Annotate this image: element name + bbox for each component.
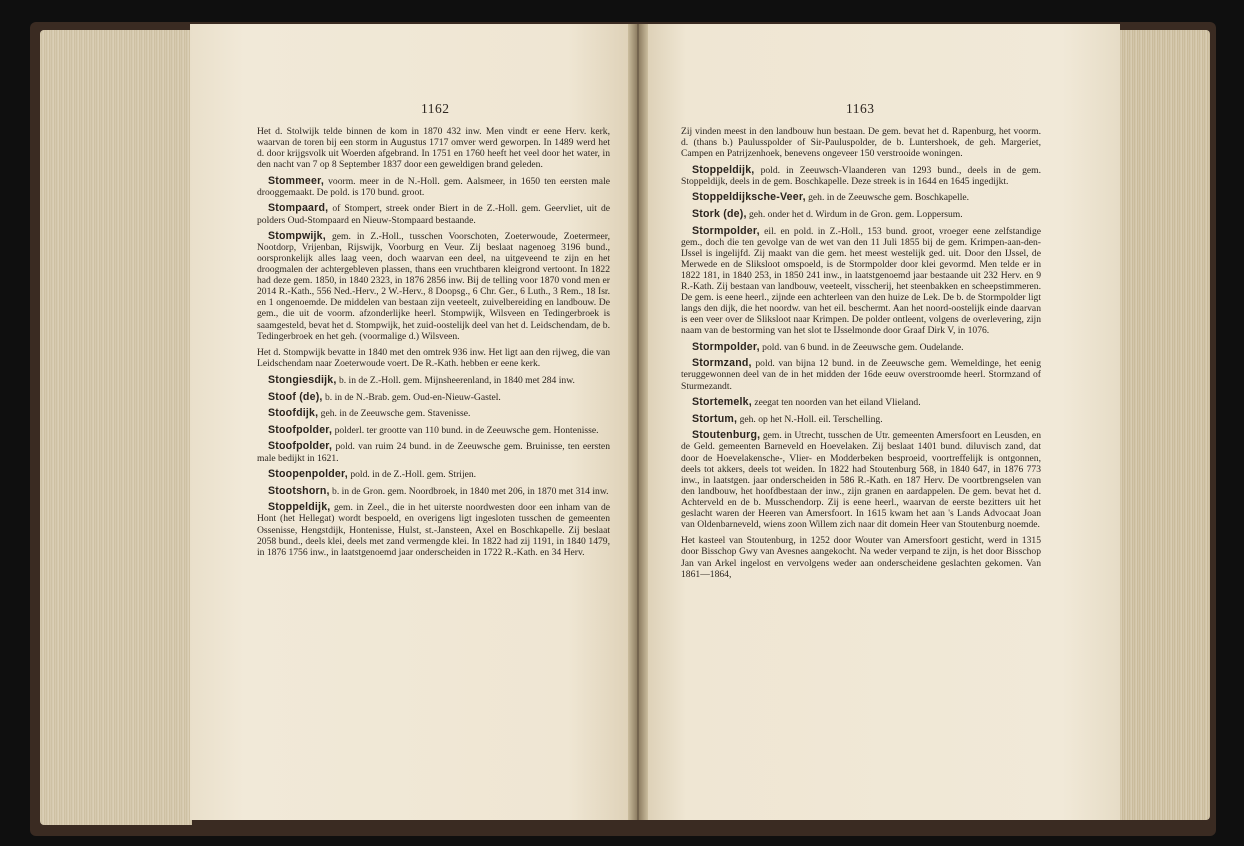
left-entry: [257, 502, 610, 557]
entry-text: b. in de Z.-Holl. gem. Mijnsheerenland, in 1840 met 284 inw.: [338, 374, 575, 386]
left-entry: [257, 347, 610, 369]
right-entry: [681, 397, 1041, 408]
entry-text: b. in de N.-Brab. gem. Oud-en-Nieuw-Gastel.: [324, 391, 501, 403]
entry-text: polderl. ter grootte van 110 bund. in de Zeeuwsche gem. Hontenisse.: [334, 424, 599, 436]
right-text-column: [681, 126, 1041, 585]
right-entry: [681, 342, 1041, 353]
entry-text: pold. van 6 bund. in de Zeeuwsche gem. Oudelande.: [762, 341, 964, 353]
entry-text: pold. van ruim 24 bund. in de Zeeuwsche gem. Bruinisse, ten eersten male bedijkt in 1621.: [257, 441, 610, 464]
right-entry: [681, 192, 1041, 203]
entry-headword: Stoofpolder,: [268, 423, 333, 436]
entry-headword: Stongiesdijk,: [268, 373, 337, 386]
page-edges-right: [1118, 30, 1210, 820]
entry-headword: Stoppeldijk,: [692, 163, 755, 176]
book-gutter: [628, 24, 648, 820]
entry-text: geh. in de Zeeuwsche gem. Stavenisse.: [320, 408, 471, 420]
entry-headword: Stortemelk,: [692, 396, 752, 409]
entry-text: gem. in Zeel., die in het uiterste noordwesten door een inham van de Hont (het Hellegat) wordt bespoeld, en overigens ligt ingesloten tusschen de gemeenten Ossenisse, Hengstdijk, Hontenisse, Hulst, st.-Jansteen, Axel en Boschkapelle. Zij beslaat 2058 bund., deels klei, deels met zand vermengde klei. In 1822 had zij 1191, in 1840 1479, in 1876 1756 inw., in laatstgenoemd jaar onderscheiden in 1722 R.-Kath. en 34 Herv.: [257, 502, 610, 558]
entry-text: Zij vinden meest in den landbouw hun bestaan. De gem. bevat het d. Rapenburg, het voorm. d. (thans b.) Paulusspolder of Sir-Pauluspolder, de b. Luntershoek, de geh. Margeriet, Campen en Patrijzenhoek, benevens ongeveer 150 verstrooide woningen.: [681, 126, 1041, 160]
right-entry: [681, 430, 1041, 529]
entry-headword: Stoutenburg,: [692, 429, 761, 442]
entry-headword: Stork (de),: [692, 208, 747, 221]
entry-text: Het d. Stompwijk bevatte in 1840 met den omtrek 936 inw. Het ligt aan den rijweg, die van Leidschendam naar Zoeterwoude voert. De R.-Kath. hebben er eene kerk.: [257, 347, 610, 370]
entry-headword: Stootshorn,: [268, 484, 330, 497]
entry-text: pold. in Zeeuwsch-Vlaanderen van 1293 bund., deels in de gem. Stoppeldijk, deels in de gem. Boschkapelle. Deze streek is in 1644 en 1645 ingedijkt.: [681, 164, 1041, 187]
left-entry: [257, 231, 610, 341]
entry-text: of Stompert, streek onder Biert in de Z.-Holl. gem. Geervliet, uit de polders Oud-Stompaard en Nieuw-Stompaard bestaande.: [257, 203, 611, 226]
entry-headword: Stormpolder,: [692, 340, 760, 353]
entry-text: b. in de Gron. gem. Noordbroek, in 1840 met 206, in 1870 met 314 inw.: [332, 485, 609, 497]
entry-headword: Stortum,: [692, 412, 738, 425]
left-entry: [257, 392, 610, 403]
entry-text: pold. in de Z.-Holl. gem. Strijen.: [350, 469, 477, 481]
entry-text: gem. in Z.-Holl., tusschen Voorschoten, Zoeterwoude, Zoetermeer, Nootdorp, Vrijenban, Rijswijk, Voorburg en Veur. Zij beslaat nagenoeg 3196 bund., oorspronkelijk alles laag veen, doch waarvan een deel, na uitgeveend te zijn en het droogmalen der achtergebleven plassen, thans een vruchtbaren kleigrond vertoont. In 1822 had deze gem. 1850, in 1840 2323, in 1876 2856 inw. Bij de telling voor 1870 vond men er 2014 R.-Kath., 556 Ned.-Herv., 2 W.-Herv., 8 Doopsg., 6 Chr. Ger., 6 Luth., 3 Rem., 18 Isr. en 1 ongenoemde. De middelen van bestaan zijn veeteelt, zuivelbereiding en landbouw. De gem., die uit de voorm. afzonderlijke heerl. Stompwijk, Wilsveen en Tedingerbroek is saamgesteld, bevat het d. Stompwijk, het zuid-oostelijk deel van het d. Leidschendam, de b. Tedingerbroek en het geh. (voormalige d.) Wilsveen.: [257, 231, 610, 342]
right-entry: [681, 358, 1041, 391]
left-entry: [257, 408, 610, 419]
entry-text: geh. op het N.-Holl. eil. Terschelling.: [739, 413, 883, 425]
left-entry: [257, 441, 610, 463]
entry-text: eil. en pold. in Z.-Holl., 153 bund. groot, vroeger eene zelfstandige gem., doch die ten gevolge van de wet van den 11 Juli 1855 bij de gem. Krimpen-aan-den-IJssel is ingelijfd. Zij maakt van die gem. het meest westelijk ged. uit. Door den IJssel, de Merwede en de Sliksloot omspoeld, is de Stormpolder door klei gevormd. Men telde er in 1822 181, in 1840 253, in 1850 241 inw., in laatstgenoemd jaar bestaande uit 232 Herv. en 9 R.-Kath. Zij bestaan van landbouw, veeteelt, visscherij, het steenbakken en scheepstimmeren. De gem. is eene heerl., zijnde een achterleen van den huize de Lek. De b. de Stormpolder ligt langs den dijk, die het noordw. van het eil. beschermt. Aan het noord-oostelijk einde daarvan is een veer over de Sliksloot naar Krimpen. De polder ontleent, volgens de overlevering, zijn naam van de bestorming van het slot te IJsselmonde door Graaf Dirk V, in 1076.: [681, 225, 1042, 337]
entry-headword: Stoppeldijksche-Veer,: [692, 191, 806, 204]
right-entry: [681, 165, 1041, 187]
right-page-number: 1163: [846, 101, 875, 116]
left-entry: [257, 425, 610, 436]
left-entry: [257, 203, 610, 225]
entry-text: voorm. meer in de N.-Holl. gem. Aalsmeer, in 1650 ten eersten male drooggemaakt. De pold. is 170 bund. groot.: [257, 175, 610, 198]
left-entry: [257, 126, 610, 170]
left-page-number: 1162: [421, 101, 450, 116]
entry-text: Het d. Stolwijk telde binnen de kom in 1870 432 inw. Men vindt er eene Herv. kerk, waarvan de toren bij een storm in Augustus 1717 omver werd geworpen. In 1489 werd het d. door krijgsvolk uit Woerden afgebrand. In 1751 en 1760 heeft het veel door het water, in den nacht van 7 op 8 September 1837 door een geweldigen brand geleden.: [257, 126, 610, 171]
entry-headword: Stoopenpolder,: [268, 468, 348, 481]
entry-headword: Stormzand,: [692, 357, 752, 370]
right-entry: [681, 226, 1041, 336]
entry-headword: Stormpolder,: [692, 224, 760, 237]
left-text-column: [257, 126, 610, 563]
entry-text: geh. onder het d. Wirdum in de Gron. gem. Loppersum.: [749, 209, 963, 221]
entry-headword: Stoof (de),: [268, 390, 323, 403]
left-entry: [257, 469, 610, 480]
left-entry: [257, 375, 610, 386]
entry-headword: Stoofdijk,: [268, 407, 319, 420]
right-entry: [681, 535, 1041, 579]
entry-text: geh. in de Zeeuwsche gem. Boschkapelle.: [808, 192, 970, 204]
page-edges-left: [40, 30, 192, 825]
left-entry: [257, 176, 610, 198]
entry-headword: Stompaard,: [268, 202, 329, 215]
entry-text: gem. in Utrecht, tusschen de Utr. gemeenten Amersfoort en Leusden, en de Geld. gemeenten Barneveld en Hoevelaken. Zij beslaat 1401 bund. diluvisch zand, dat door de Hoevelakensche-, Vlier- en Modderbeken besproeid, voortreffelijk is ontgonnen, deels tot akkers, deels tot weiden. In 1822 had Stoutenburg 568, in 1840 647, in 1876 773 inw., in laatstgen. jaar onderscheiden in 586 R.-Kath. en 187 Herv. De voortbrengselen van den landbouw, het hoofdbestaan der inw., zijn granen en aardappelen. De gem. bevat het d. Achterveld en de b. Musschendorp. Zij is eene heerl., waarvan de eerste bezitters uit het geslacht waren der Heeren van Amersfoort. In 1615 kwam het aan 's Lands Advocaat Joan van Oldenbarneveld, wiens zoon Willem zich naar dit domein Heer van Stoutenburg noemde.: [681, 430, 1041, 530]
entry-headword: Stoppeldijk,: [268, 501, 331, 514]
entry-headword: Stommeer,: [268, 174, 324, 187]
entry-text: pold. van bijna 12 bund. in de Zeeuwsche gem. Wemeldinge, het eenig teruggewonnen deel van de in het midden der 16de eeuw overstroomde heerl. Stormzand of Sturmezandt.: [681, 358, 1041, 392]
entry-text: Het kasteel van Stoutenburg, in 1252 door Wouter van Amersfoort gesticht, werd in 1315 door Bisschop Gwy van Avesnes aangekocht. Na weder verpand te zijn, is het door Bisschop Jan van Arkel ingelost en vervolgens weder aan onderscheidene geslachten gekomen. Van 1861—1864,: [681, 535, 1041, 580]
entry-text: zeegat ten noorden van het eiland Vlieland.: [754, 397, 921, 409]
left-entry: [257, 486, 610, 497]
right-entry: [681, 209, 1041, 220]
right-entry: [681, 414, 1041, 425]
right-entry: [681, 126, 1041, 159]
entry-headword: Stoofpolder,: [268, 440, 333, 453]
entry-headword: Stompwijk,: [268, 230, 326, 243]
